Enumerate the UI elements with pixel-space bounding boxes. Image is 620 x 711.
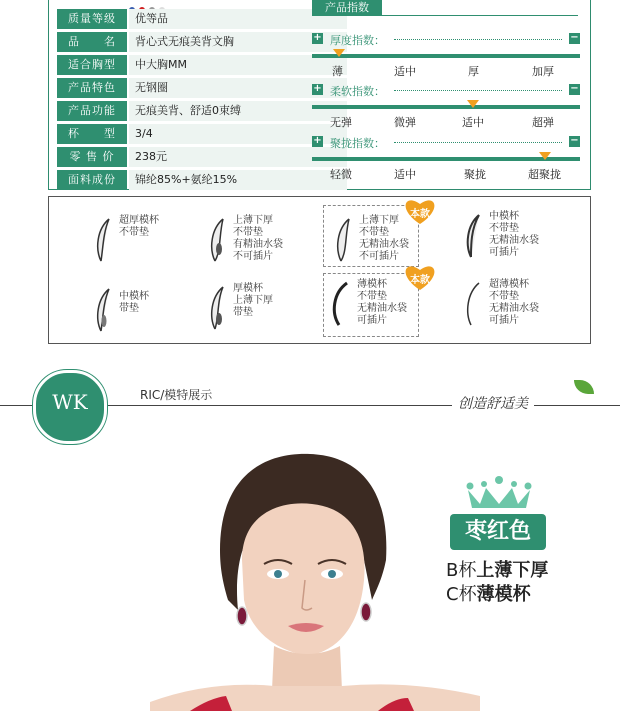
- scale-label: 聚拢: [464, 168, 486, 181]
- spec-label: 产品特色: [57, 78, 127, 98]
- cup-desc-line: 不带垫: [357, 291, 387, 302]
- plus-icon: +: [313, 32, 322, 43]
- brand-logo-text: WK: [52, 390, 88, 414]
- index-label: 聚拢指数：: [330, 137, 385, 150]
- cup-type-item: [461, 279, 571, 333]
- cup-b-description: [446, 556, 548, 582]
- cup-desc-line: 可插片: [357, 315, 387, 326]
- cup-profile-icon: [205, 283, 231, 333]
- minus-icon: −: [570, 32, 579, 43]
- cup-desc-line: 厚模杯: [233, 283, 263, 294]
- this-item-badge: [403, 263, 437, 291]
- spec-label: 面料成份: [57, 170, 127, 190]
- cup-desc-line: 中模杯: [119, 291, 149, 302]
- cup-desc-line: 超薄模杯: [489, 279, 529, 290]
- spec-label: 质量等级: [57, 9, 127, 29]
- spec-row: [57, 32, 347, 52]
- product-index-header: [312, 0, 578, 16]
- model-photo: [150, 440, 480, 711]
- spec-value: 3/4: [129, 124, 347, 144]
- badge-text: 本款: [410, 209, 430, 220]
- cup-b-type: 上薄下厚: [476, 560, 549, 581]
- cup-c-description: [446, 580, 531, 606]
- cup-type-item: [91, 285, 191, 335]
- cup-desc-line: 无精油水袋: [357, 303, 407, 314]
- leaf-icon: [574, 380, 594, 394]
- divider: [382, 15, 578, 16]
- cup-type-item: [461, 211, 571, 265]
- cup-profile-icon: [461, 279, 487, 329]
- index-marker: [539, 152, 551, 160]
- cup-type-chart: [48, 196, 591, 344]
- spec-label: 零 售 价: [57, 147, 127, 167]
- minus-icon: −: [570, 135, 579, 146]
- index-bar: [312, 54, 580, 58]
- cup-c-prefix: C杯: [446, 584, 477, 605]
- cup-type-item: [205, 215, 315, 265]
- divider: [394, 39, 562, 40]
- spec-row: [57, 9, 347, 29]
- divider: [394, 90, 562, 91]
- scale-label: 厚: [468, 65, 479, 78]
- divider: [394, 142, 562, 143]
- section-title: RIC/模特展示: [140, 386, 216, 403]
- index-label: 厚度指数：: [330, 34, 385, 47]
- scale-label: 超聚拢: [528, 168, 561, 181]
- spec-value: 锦纶85%+氨纶15%: [129, 170, 347, 190]
- spec-row: [57, 101, 347, 121]
- minus-icon: −: [570, 83, 579, 94]
- crown-icon: [462, 474, 536, 512]
- cup-desc-line: 不带垫: [359, 227, 389, 238]
- plus-icon: +: [313, 83, 322, 94]
- spec-value: 无钢圈: [129, 78, 347, 98]
- cup-type-item: [91, 215, 191, 265]
- scale-label: 适中: [394, 168, 416, 181]
- cup-desc-line: 不带垫: [233, 227, 263, 238]
- cup-type-item: [205, 283, 315, 333]
- product-index-title: 产品指数: [312, 0, 382, 16]
- scale-label: 超弹: [532, 116, 554, 129]
- index-bar: [312, 105, 580, 109]
- scale-label: 适中: [394, 65, 416, 78]
- spec-value: 中大胸MM: [129, 55, 347, 75]
- cup-desc-line: 带垫: [233, 307, 253, 318]
- spec-label: 产品功能: [57, 101, 127, 121]
- cup-c-type: 薄模杯: [476, 584, 531, 605]
- plus-icon: +: [313, 135, 322, 146]
- cup-desc-line: 上薄下厚: [233, 295, 273, 306]
- spec-value: 优等品: [129, 9, 347, 29]
- cup-desc-line: 中模杯: [489, 211, 519, 222]
- cup-desc-line: 可插片: [489, 247, 519, 258]
- scale-label: 适中: [462, 116, 484, 129]
- spec-value: 背心式无痕美背文胸: [129, 32, 347, 52]
- spec-label: 品 名: [57, 32, 127, 52]
- cup-b-prefix: B杯: [446, 560, 477, 581]
- cup-desc-line: 无精油水袋: [489, 235, 539, 246]
- cup-profile-icon: [205, 215, 231, 265]
- cup-profile-icon: [331, 215, 357, 265]
- cup-desc-line: 有精油水袋: [233, 239, 283, 250]
- this-item-badge: [403, 197, 437, 225]
- index-label: 柔软指数：: [330, 85, 385, 98]
- index-marker: [333, 49, 345, 57]
- softness-index: [312, 84, 580, 134]
- spec-row: [57, 55, 347, 75]
- scale-label: 轻微: [330, 168, 352, 181]
- spec-value: 无痕美背、舒适0束缚: [129, 101, 347, 121]
- spec-row: [57, 147, 347, 167]
- cup-desc-line: 不带垫: [119, 227, 149, 238]
- spec-row: [57, 78, 347, 98]
- cup-desc-line: 超厚模杯: [119, 215, 159, 226]
- spec-row: [57, 170, 347, 190]
- cup-profile-icon: [329, 279, 355, 329]
- cup-desc-line: 薄模杯: [357, 279, 387, 290]
- cup-desc-line: 可插片: [489, 315, 519, 326]
- badge-text: 本款: [410, 275, 430, 286]
- cup-desc-line: 不可插片: [233, 251, 273, 262]
- cup-profile-icon: [91, 285, 117, 335]
- spec-label: 杯 型: [57, 124, 127, 144]
- cup-desc-line: 无精油水袋: [359, 239, 409, 250]
- scale-label: 无弹: [330, 116, 352, 129]
- color-name-badge: 枣红色: [450, 514, 546, 550]
- spec-value: 238元: [129, 147, 347, 167]
- spec-label: 适合胸型: [57, 55, 127, 75]
- cup-profile-icon: [461, 211, 487, 261]
- cup-desc-line: 不可插片: [359, 251, 399, 262]
- slogan: 创造舒适美: [452, 393, 534, 413]
- push-up-index: [312, 136, 580, 186]
- spec-row: [57, 124, 347, 144]
- thickness-index: [312, 33, 580, 83]
- cup-desc-line: 上薄下厚: [359, 215, 399, 226]
- cup-profile-icon: [91, 215, 117, 265]
- cup-desc-line: 上薄下厚: [233, 215, 273, 226]
- scale-label: 薄: [332, 65, 343, 78]
- scale-label: 加厚: [532, 65, 554, 78]
- cup-desc-line: 无精油水袋: [489, 303, 539, 314]
- index-marker: [467, 100, 479, 108]
- scale-label: 微弹: [394, 116, 416, 129]
- cup-desc-line: 不带垫: [489, 291, 519, 302]
- cup-desc-line: 不带垫: [489, 223, 519, 234]
- cup-desc-line: 带垫: [119, 303, 139, 314]
